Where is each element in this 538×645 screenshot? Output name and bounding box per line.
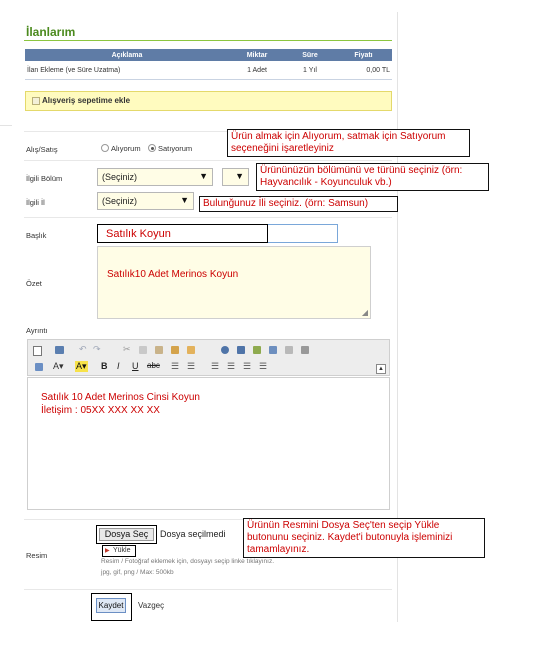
summary-table (25, 49, 392, 80)
toolbar-row-2 (31, 361, 331, 373)
save-button[interactable]: Kaydet (96, 598, 126, 613)
city-label: İlgili İl (26, 198, 45, 207)
detail-editor-line2: İletişim : 05XX XXX XX XX (41, 405, 160, 416)
replace-icon[interactable] (237, 346, 245, 354)
copy-icon[interactable] (139, 346, 147, 354)
image-hint-line1: Resim / Fotoğraf eklemek için, dosyayı seçip linke tıklayınız. (101, 558, 275, 565)
title-input-highlight (97, 224, 268, 243)
radio-selling-label[interactable]: Satıyorum (158, 144, 193, 153)
underline-icon[interactable]: U (132, 361, 139, 371)
buy-sell-label: Alış/Satış (26, 145, 58, 154)
view-source-icon[interactable] (33, 346, 42, 356)
annotation-image-line3: tamamlayınız. (247, 544, 310, 555)
summary-textarea-value: Satılık10 Adet Merinos Koyun (107, 269, 239, 280)
annotation-image-line1: Ürünün Resmini Dosya Seç'ten seçip Yükle (247, 520, 440, 531)
print-icon[interactable] (55, 346, 64, 354)
page-title: İlanlarım (26, 25, 76, 39)
image-hint-line2: jpg, gif, png / Max: 500kb (101, 569, 174, 576)
cell-duration: 1 Yıl (285, 61, 335, 80)
divider (24, 589, 392, 590)
resize-handle-icon[interactable]: ◢ (361, 308, 368, 317)
add-to-cart-label: Alışveriş sepetime ekle (42, 96, 131, 105)
align-center-icon[interactable]: ☰ (227, 361, 236, 371)
align-right-icon[interactable]: ☰ (243, 361, 252, 371)
paste-word-icon[interactable] (187, 346, 195, 354)
divider (24, 160, 392, 161)
upload-link[interactable] (102, 545, 136, 557)
image-icon[interactable] (253, 346, 261, 354)
numbered-list-icon[interactable]: ☰ (171, 361, 180, 371)
undo-icon[interactable]: ↶ (79, 344, 87, 354)
summary-label: Özet (26, 279, 42, 288)
annotation-city (199, 196, 398, 212)
title-underline (24, 40, 392, 41)
radio-selling[interactable] (148, 144, 156, 152)
no-file-chosen-text: Dosya seçilmedi (160, 529, 226, 539)
arrow-right-icon: ▶ (105, 548, 110, 554)
cell-quantity: 1 Adet (229, 61, 285, 80)
cut-icon[interactable]: ✂ (123, 344, 131, 354)
annotation-category (256, 163, 489, 191)
cancel-link[interactable]: Vazgeç (138, 601, 165, 610)
toolbar-collapse-icon[interactable]: ▲ (376, 364, 386, 374)
title-label: Başlık (26, 231, 47, 240)
cell-description: İlan Ekleme (ve Süre Uzatma) (25, 61, 229, 80)
col-header-description: Açıklama (25, 49, 229, 61)
table-icon[interactable] (269, 346, 277, 354)
annotation-buy-sell (227, 129, 470, 157)
align-justify-icon[interactable]: ☰ (259, 361, 268, 371)
city-select-value: (Seçiniz) (102, 196, 138, 206)
detail-editor-line1: Satılık 10 Adet Merinos Cinsi Koyun (41, 392, 200, 403)
cell-price: 0,00 TL (335, 61, 392, 80)
choose-file-button[interactable]: Dosya Seç (99, 528, 154, 541)
summary-textarea[interactable] (97, 246, 371, 319)
col-header-duration: Süre (285, 49, 335, 61)
chevron-down-icon: ▼ (235, 171, 244, 181)
left-tick (0, 125, 12, 126)
bold-icon[interactable]: B (101, 361, 108, 371)
col-header-price: Fiyatı (335, 49, 392, 61)
bulleted-list-icon[interactable]: ☰ (187, 361, 196, 371)
editor-toolbar (27, 339, 390, 376)
radio-buying-label[interactable]: Alıyorum (111, 144, 141, 153)
category-select-value: (Seçiniz) (102, 172, 138, 182)
annotation-image-line2: butonunu seçiniz. Kaydet'i butonuyla işleminizi (247, 532, 453, 543)
strikethrough-icon[interactable]: abc (147, 361, 160, 370)
chevron-down-icon: ▼ (199, 171, 208, 181)
annotation-city-text: Bulunğunuz İli seçiniz. (örn: Samsun) (203, 198, 369, 209)
detail-editor[interactable] (27, 377, 390, 510)
annotation-category-line2: Hayvancılık - Koyunculuk vb.) (260, 177, 392, 188)
annotation-buy-sell-line1: Ürün almak için Alıyorum, satmak için Satıyorum (231, 131, 446, 142)
find-icon[interactable] (221, 346, 229, 354)
align-left-icon[interactable]: ☰ (211, 361, 220, 371)
paste-icon[interactable] (155, 346, 163, 354)
paste-text-icon[interactable] (171, 346, 179, 354)
horizontal-line-icon[interactable] (285, 346, 293, 354)
special-char-icon[interactable] (301, 346, 309, 354)
annotation-category-line1: Ürününüzün bölümünü ve türünü seçiniz (örn: (260, 165, 463, 176)
radio-buying[interactable] (101, 144, 109, 152)
add-to-cart-bar[interactable] (25, 91, 392, 111)
toolbar-row-1 (31, 344, 331, 356)
category-select[interactable] (97, 168, 213, 186)
redo-icon[interactable]: ↷ (93, 344, 101, 354)
detail-label: Ayrıntı (26, 326, 48, 335)
font-color-icon[interactable]: A▾ (53, 361, 64, 371)
subcategory-select[interactable] (222, 168, 249, 186)
city-select[interactable] (97, 192, 194, 210)
add-to-cart-checkbox[interactable] (32, 97, 40, 105)
category-label: İlgili Bölüm (26, 174, 63, 183)
title-input-value: Satılık Koyun (106, 228, 171, 240)
image-label: Resim (26, 551, 48, 560)
background-color-icon[interactable]: A▾ (76, 361, 87, 371)
annotation-buy-sell-line2: seçeneğini işaretleyiniz (231, 143, 334, 154)
table-header-row (25, 49, 392, 61)
table-row (25, 61, 392, 80)
upload-label: Yükle (113, 547, 131, 554)
eraser-icon[interactable] (35, 363, 43, 371)
col-header-quantity: Miktar (229, 49, 285, 61)
annotation-image (243, 518, 485, 558)
italic-icon[interactable]: I (117, 361, 120, 371)
divider (24, 217, 392, 218)
chevron-down-icon: ▼ (180, 195, 189, 205)
